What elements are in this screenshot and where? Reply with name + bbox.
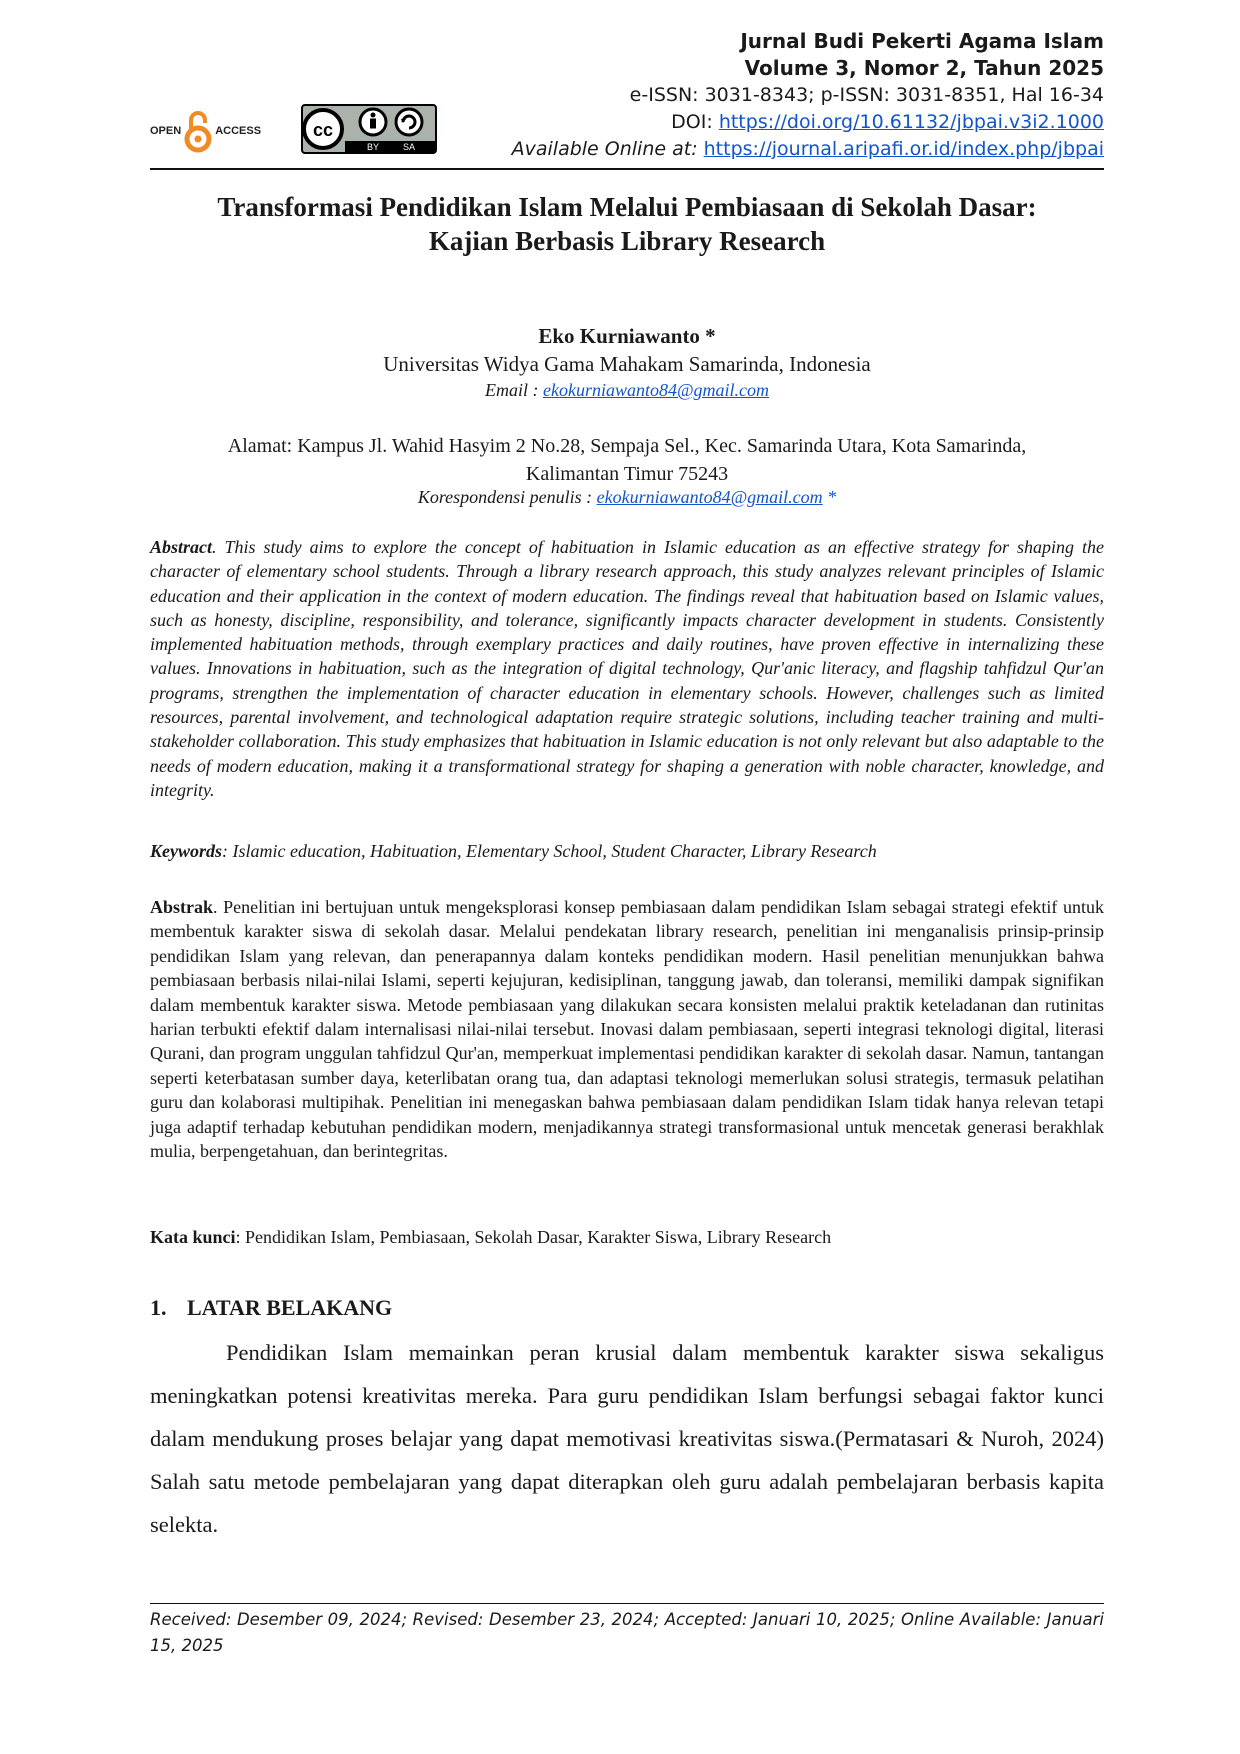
author-email [150, 380, 1104, 401]
abstract-english [150, 535, 1104, 802]
journal-volume: Volume 3, Nomor 2, Tahun 2025 [744, 56, 1104, 80]
keywords-en-text: : Islamic education, Habituation, Elementary School, Student Character, Library Research [222, 841, 877, 861]
keywords-english [150, 841, 1104, 862]
keywords-indonesian [150, 1227, 831, 1248]
creative-commons-icon [301, 104, 437, 154]
doi-link[interactable]: https://doi.org/10.61132/jbpai.v3i2.1000 [718, 111, 1104, 133]
online-link[interactable]: https://journal.aripafi.or.id/index.php/jbpai [703, 138, 1104, 160]
publication-dates: Received: Desember 09, 2024; Revised: Desember 23, 2024; Accepted: Januari 10, 2025; Online Available: Januari 15, 2025 [150, 1610, 1104, 1655]
section-number: 1. [150, 1295, 167, 1320]
online-label: Available Online at: [511, 138, 704, 160]
corr-mark: * [822, 487, 837, 507]
abstract-id-label: Abstrak [150, 897, 214, 917]
open-access-text-right: ACCESS [215, 125, 262, 137]
keywords-en-label: Keywords [150, 841, 222, 861]
email-label: Email : [484, 380, 543, 400]
email-link[interactable]: ekokurniawanto84@gmail.com [542, 380, 770, 400]
article-title [150, 190, 1104, 258]
open-lock-icon [183, 109, 213, 153]
journal-online [512, 136, 1104, 163]
abstract-en-text: . This study aims to explore the concept of habituation in Islamic education as an effective strategy for shaping the character of elementary school students. Through a library research approach, this study analyzes relevant principles of Islamic education and their application in the context of modern education. The findings reveal that habituation based on Islamic values, such as honesty, discipline, responsibility, and tolerance, significantly impacts character development in students. Consistently implemented habituation methods, through exemplary practices and daily routines, have proven effective in internalizing these values. Innovations in habituation, such as the integration of digital technology, Qur'anic literacy, and flagship tahfidzul Qur'an programs, strengthen the implementation of character education in elementary schools. However, challenges such as limited resources, parental involvement, and technological adaptation require strategic solutions, including teacher training and multi-stakeholder collaboration. This study emphasizes that habituation in Islamic education is not only relevant but also adaptable to the needs of modern education, making it a transformational strategy for shaping a generation with noble character, knowledge, and integrity. [150, 537, 1104, 800]
abstract-id-text: . Penelitian ini bertujuan untuk mengeksplorasi konsep pembiasaan dalam pendidikan Islam sebagai strategi efektif untuk membentuk karakter siswa di sekolah dasar. Melalui pendekatan library research, penelitian ini menganalisis prinsip-prinsip pendidikan Islam yang relevan, dan penerapannya dalam konteks pendidikan modern. Hasil penelitian menunjukkan bahwa pembiasaan berbasis nilai-nilai Islami, seperti kejujuran, kedisiplinan, tanggung jawab, dan toleransi, memiliki dampak signifikan dalam membentuk karakter siswa. Metode pembiasaan yang dilakukan secara konsisten melalui praktik keteladanan dan rutinitas harian terbukti efektif dalam internalisasi nilai-nilai tersebut. Inovasi dalam pembiasaan, seperti integrasi teknologi digital, literasi Qurani, dan program unggulan tahfidzul Qur'an, memperkuat implementasi pendidikan karakter di sekolah dasar. Namun, tantangan seperti keterbatasan sumber daya, keterlibatan orang tua, dan adaptasi teknologi memerlukan solusi strategis, termasuk pelatihan guru dan kolaborasi multipihak. Penelitian ini menegaskan bahwa pembiasaan dalam pendidikan Islam tidak hanya relevan tetapi juga adaptif terhadap kebutuhan pendidikan modern, menjadikannya strategi transformasional untuk mencetak generasi berakhlak mulia, berpengetahuan, dan berintegritas. [150, 897, 1104, 1162]
journal-header [512, 28, 1104, 163]
author-affiliation: Universitas Widya Gama Mahakam Samarinda, Indonesia [383, 352, 871, 376]
author-address [150, 432, 1104, 488]
abstract-indonesian [150, 895, 1104, 1163]
journal-issn: e-ISSN: 3031-8343; p-ISSN: 3031-8351, Hal 16-34 [629, 84, 1104, 106]
keywords-id-text: : Pendidikan Islam, Pembiasaan, Sekolah Dasar, Karakter Siswa, Library Research [235, 1227, 832, 1247]
footer-divider [150, 1603, 1104, 1604]
svg-text:cc: cc [313, 119, 334, 140]
author-name: Eko Kurniawanto * [538, 324, 716, 348]
correspondence [150, 487, 1104, 508]
header-divider [150, 168, 1104, 170]
address-line-2: Kalimantan Timur 75243 [525, 463, 729, 485]
address-line-1: Alamat: Kampus Jl. Wahid Hasyim 2 No.28, Sempaja Sel., Kec. Samarinda Utara, Kota Samarinda, [227, 435, 1027, 457]
title-line-1: Transformasi Pendidikan Islam Melalui Pembiasaan di Sekolah Dasar: [217, 192, 1037, 222]
journal-name: Jurnal Budi Pekerti Agama Islam [740, 29, 1104, 53]
section-heading [150, 1295, 392, 1321]
doi-label: DOI: [671, 111, 719, 133]
open-access-text-left: OPEN [150, 125, 182, 137]
keywords-id-label: Kata kunci [150, 1227, 236, 1247]
license-logos [150, 104, 437, 158]
section-title: LATAR BELAKANG [187, 1295, 393, 1320]
corr-email-link[interactable]: ekokurniawanto84@gmail.com [596, 487, 823, 507]
corr-label: Korespondensi penulis : [417, 487, 597, 507]
journal-doi [512, 109, 1104, 136]
svg-text:SA: SA [403, 141, 416, 152]
body-paragraph: Pendidikan Islam memainkan peran krusial dalam membentuk karakter siswa sekaligus meningkatkan potensi kreativitas mereka. Para guru pendidikan Islam berfungsi sebagai faktor kunci dalam mendukung proses belajar yang dapat memotivasi kreativitas siswa.(Permatasari & Nuroh, 2024) Salah satu metode pembelajaran yang dapat diterapkan oleh guru adalah pembelajaran berbasis kapita selekta. [150, 1340, 1104, 1537]
svg-text:BY: BY [367, 141, 380, 152]
open-access-logo [150, 109, 261, 153]
abstract-en-label: Abstract [150, 537, 213, 557]
title-line-2: Kajian Berbasis Library Research [428, 226, 826, 256]
cc-by-sa-badge [301, 104, 437, 159]
